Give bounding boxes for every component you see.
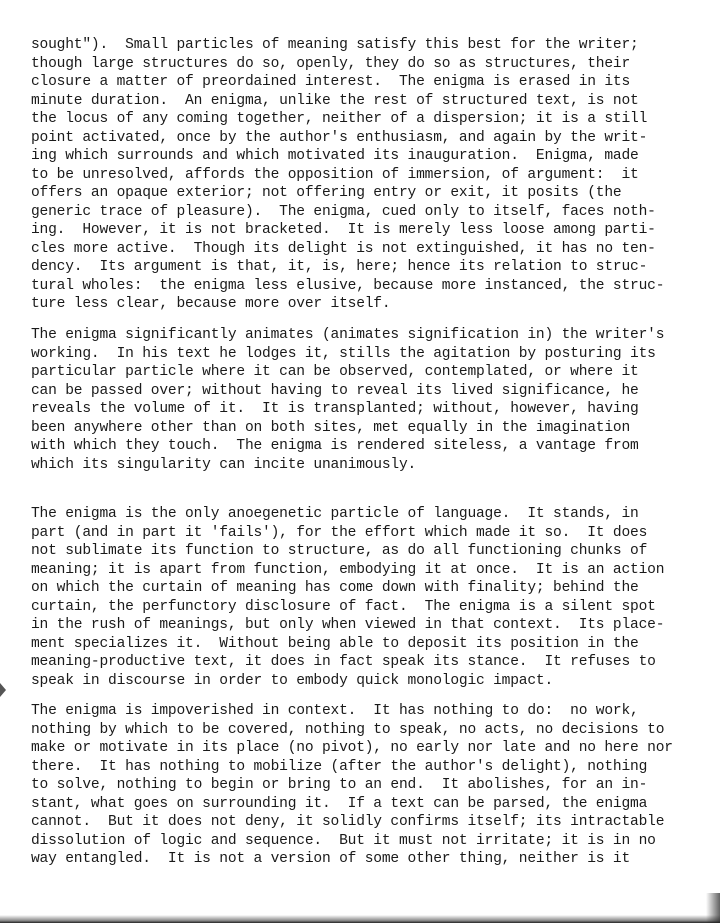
text-line: cannot. But it does not deny, it solidly confirms itself; its intractable xyxy=(31,814,665,830)
paragraph xyxy=(31,702,717,869)
text-line: can be passed over; without having to reveal its lived significance, he xyxy=(31,382,639,399)
scan-edge-mark xyxy=(0,683,6,697)
text-line: tural wholes: the enigma less elusive, because more instanced, the struc- xyxy=(31,277,665,294)
text-line: The enigma is impoverished in context. It has nothing to do: no work, xyxy=(31,703,639,719)
text-line: offers an opaque exterior; not offering entry or exit, it posits (the xyxy=(31,185,622,201)
text-line: point activated, once by the author's enthusiasm, and again by the writ- xyxy=(31,129,648,146)
text-line: closure a matter of preordained interest. The enigma is erased in its xyxy=(31,74,631,90)
text-line: The enigma is the only anoegenetic particle of language. It stands, in xyxy=(31,506,639,522)
text-line: ing. However, it is not bracketed. It is merely less loose among parti- xyxy=(31,222,656,238)
text-line: nothing by which to be covered, nothing to speak, no acts, no decisions to xyxy=(31,721,665,738)
text-line: ing which surrounds and which motivated its inauguration. Enigma, made xyxy=(31,148,639,164)
text-line: to be unresolved, affords the opposition of immersion, of argument: it xyxy=(31,166,639,183)
text-line: reveals the volume of it. It is transplanted; without, however, having xyxy=(31,401,639,417)
text-line: not sublimate its function to structure, as do all functioning chunks of xyxy=(31,543,648,559)
text-line: ture less clear, because more over itself. xyxy=(31,296,391,312)
text-line: The enigma significantly animates (animates signification in) the writer's xyxy=(31,327,665,343)
text-line: working. In his text he lodges it, stills the agitation by posturing its xyxy=(31,345,656,362)
text-line: dency. Its argument is that, it, is, here; hence its relation to struc- xyxy=(31,259,648,275)
text-line: dissolution of logic and sequence. But it must not irritate; it is in no xyxy=(31,832,656,849)
text-line: make or motivate in its place (no pivot), no early nor late and no here nor xyxy=(31,740,673,756)
text-line: in the rush of meanings, but only when viewed in that context. Its place- xyxy=(31,617,665,633)
text-line: with which they touch. The enigma is rendered siteless, a vantage from xyxy=(31,438,639,454)
text-line: which its singularity can incite unanimously. xyxy=(31,456,417,473)
paragraph xyxy=(31,36,717,314)
text-line: sought"). Small particles of meaning satisfy this best for the writer; xyxy=(31,37,639,53)
text-line: on which the curtain of meaning has come down with finality; behind the xyxy=(31,580,639,596)
text-line: way entangled. It is not a version of some other thing, neither is it xyxy=(31,851,631,867)
text-line: there. It has nothing to mobilize (after the author's delight), nothing xyxy=(31,758,648,775)
text-line: stant, what goes on surrounding it. If a text can be parsed, the enigma xyxy=(31,795,648,812)
text-line: generic trace of pleasure). The enigma, cued only to itself, faces noth- xyxy=(31,203,656,220)
paragraph xyxy=(31,505,717,690)
text-line: meaning; it is apart from function, embodying it at once. It is an action xyxy=(31,561,665,578)
text-line: speak in discourse in order to embody quick monologic impact. xyxy=(31,672,554,689)
text-line: though large structures do so, openly, they do so as structures, their xyxy=(31,55,631,72)
text-line: been anywhere other than on both sites, met equally in the imagination xyxy=(31,419,631,436)
paragraph xyxy=(31,326,717,474)
text-line: curtain, the perfunctory disclosure of fact. The enigma is a silent spot xyxy=(31,598,656,615)
text-line: meaning-productive text, it does in fact speak its stance. It refuses to xyxy=(31,654,656,670)
text-line: ment specializes it. Without being able to deposit its position in the xyxy=(31,635,639,652)
text-line: cles more active. Though its delight is not extinguished, it has no ten- xyxy=(31,240,656,257)
text-line: minute duration. An enigma, unlike the rest of structured text, is not xyxy=(31,92,639,109)
text-line: the locus of any coming together, neither of a dispersion; it is a still xyxy=(31,111,648,127)
text-line: part (and in part it 'fails'), for the effort which made it so. It does xyxy=(31,524,648,541)
scan-bottom-edge xyxy=(0,915,720,923)
text-line: particular particle where it can be observed, contemplated, or where it xyxy=(31,364,639,380)
text-line: to solve, nothing to begin or bring to an end. It abolishes, for an in- xyxy=(31,777,648,793)
